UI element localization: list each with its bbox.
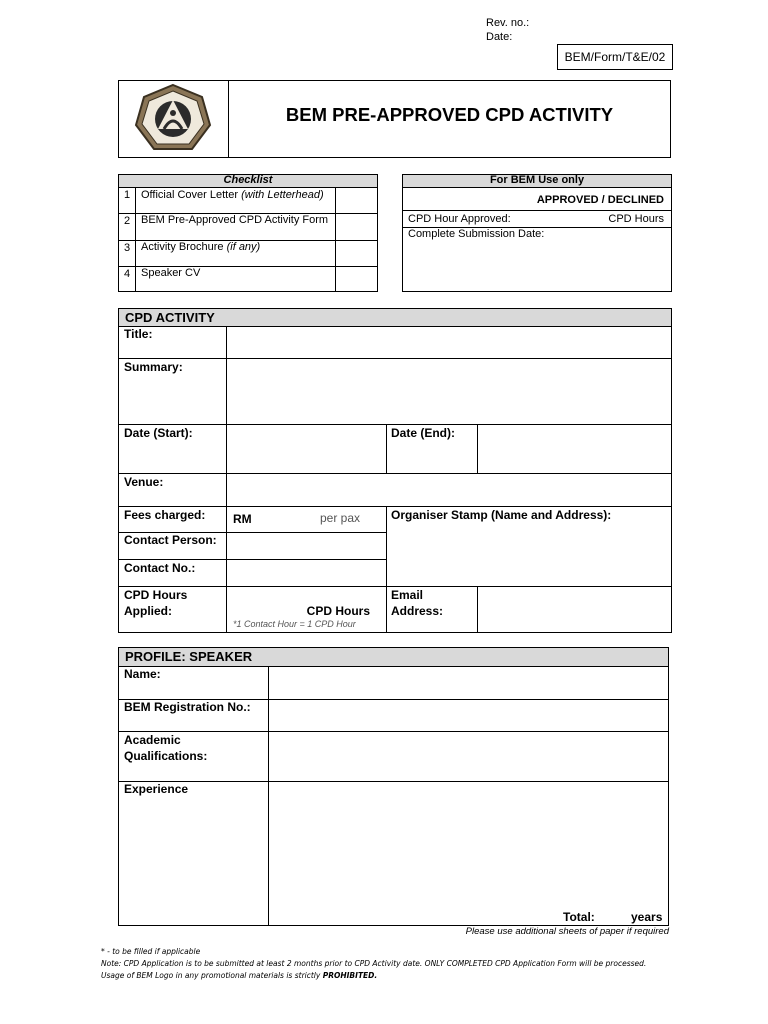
checklist-tick-cell[interactable] (337, 189, 377, 211)
speaker-heading: PROFILE: SPEAKER (118, 647, 669, 667)
checklist-tick-cell[interactable] (337, 215, 377, 238)
checklist-tick-cell[interactable] (337, 268, 377, 290)
date-start-label: Date (Start): (124, 426, 193, 440)
form-code: BEM/Form/T&E/02 (557, 44, 673, 70)
contact-person-field[interactable] (228, 534, 384, 557)
academic-label-2: Qualifications: (124, 749, 208, 763)
venue-field[interactable] (228, 475, 670, 504)
per-pax-label: per pax (320, 511, 361, 525)
checklist-item-text: BEM Pre-Approved CPD Activity Form (141, 214, 329, 226)
checklist-num: 3 (124, 242, 131, 254)
checklist-item (141, 267, 200, 279)
bem-use-title: For BEM Use only (489, 174, 585, 186)
checklist-tick-cell[interactable] (337, 242, 377, 264)
checklist-item-text: Activity Brochure (141, 241, 227, 253)
total-label: Total: (563, 910, 595, 924)
date-label: Date: (486, 31, 513, 43)
experience-label: Experience (124, 782, 189, 796)
page-title: BEM PRE-APPROVED CPD ACTIVITY (285, 104, 614, 125)
checklist-title: Checklist (223, 174, 273, 186)
checklist-item (141, 189, 324, 201)
checklist-item (141, 214, 328, 226)
footer-note-2: Note: CPD Application is to be submitted at least 2 months prior to CPD Activity date. ONLY COMPLETED CPD Application Form will be processed. (101, 959, 647, 968)
date-end-label: Date (End): (391, 426, 455, 440)
approval-status: APPROVED / DECLINED (536, 194, 664, 206)
submission-date-label: Complete Submission Date: (408, 228, 545, 240)
speaker-name-label: Name: (124, 667, 161, 681)
fees-label: Fees charged: (124, 508, 206, 522)
prohibited-text: PROHIBITED. (322, 971, 378, 980)
contact-no-label: Contact No.: (124, 561, 196, 575)
total-years-field[interactable] (598, 906, 628, 924)
footer-note-3-text: Usage of BEM Logo in any promotional materials is strictly (101, 971, 323, 980)
speaker-name-field[interactable] (270, 668, 667, 697)
checklist-num: 1 (124, 189, 131, 201)
summary-field[interactable] (228, 360, 670, 422)
bem-logo-icon (134, 83, 212, 155)
cpd-activity-heading: CPD ACTIVITY (118, 308, 672, 327)
bem-reg-no-field[interactable] (270, 701, 667, 729)
checklist-num: 4 (124, 268, 131, 280)
cpd-hours-applied-label-2: Applied: (124, 604, 172, 618)
email-field[interactable] (479, 588, 670, 631)
years-label: years (631, 910, 663, 924)
cpd-hours-unit: CPD Hours (608, 213, 664, 225)
contact-no-field[interactable] (228, 561, 384, 584)
email-label-1: Email (391, 588, 424, 602)
footer-note-1: * - to be filled if applicable (101, 947, 201, 956)
checklist-item-note: (with Letterhead) (241, 189, 324, 201)
rev-no-label: Rev. no.: (486, 17, 530, 29)
cpd-hours-unit-label: CPD Hours (306, 604, 370, 618)
activity-title-label: Title: (124, 327, 153, 341)
summary-label: Summary: (124, 360, 183, 374)
cpd-hours-applied-field[interactable] (228, 588, 298, 614)
fees-field[interactable] (250, 508, 316, 530)
academic-field[interactable] (270, 733, 667, 779)
additional-sheets-note: Please use additional sheets of paper if required (465, 926, 669, 937)
contact-person-label: Contact Person: (124, 533, 217, 547)
cpd-hour-approved-label: CPD Hour Approved: (408, 213, 511, 225)
checklist-item-text: Official Cover Letter (141, 189, 242, 201)
date-start-field[interactable] (228, 426, 384, 471)
bem-reg-no-label: BEM Registration No.: (124, 700, 251, 714)
email-label-2: Address: (391, 604, 444, 618)
organiser-stamp-label: Organiser Stamp (Name and Address): (391, 508, 612, 522)
cpd-hours-applied-label-1: CPD Hours (124, 588, 188, 602)
checklist-item-text: Speaker CV (141, 267, 201, 279)
cpd-hour-note: *1 Contact Hour = 1 CPD Hour (233, 619, 356, 629)
organiser-stamp-field[interactable] (388, 524, 670, 584)
checklist-item (141, 241, 260, 253)
experience-field[interactable] (270, 783, 667, 903)
venue-label: Venue: (124, 475, 164, 489)
checklist-num: 2 (124, 215, 131, 227)
checklist-item-note: (if any) (226, 241, 261, 253)
currency-label: RM (233, 512, 252, 526)
activity-title-field[interactable] (228, 328, 670, 356)
date-end-field[interactable] (479, 426, 670, 471)
academic-label-1: Academic (124, 733, 181, 747)
footer-note-3 (101, 971, 377, 980)
